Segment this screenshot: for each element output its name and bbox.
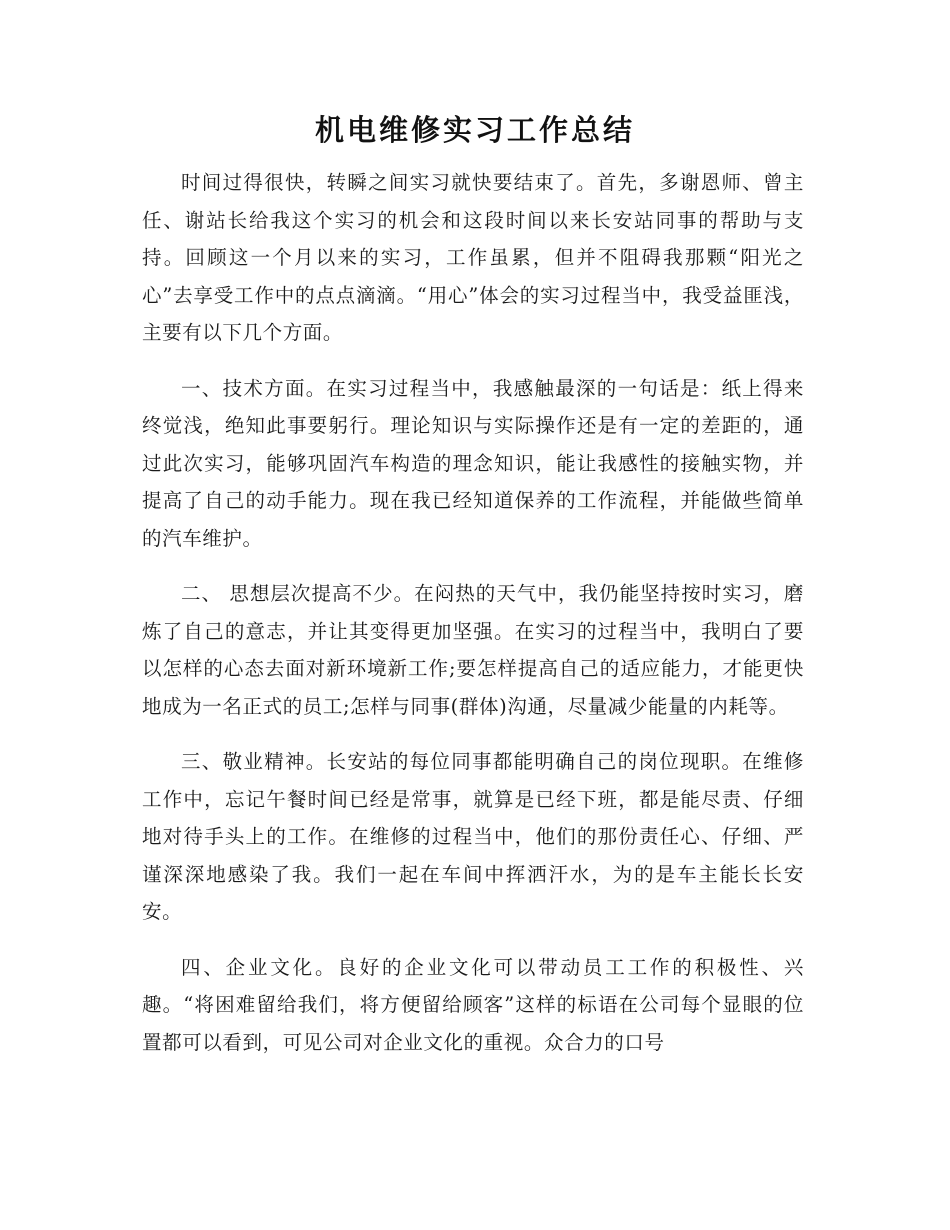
document-body	[142, 164, 804, 1079]
paragraph-intro: 时间过得很快，转瞬之间实习就快要结束了。首先，多谢恩师、曾主任、谢站长给我这个实习的机会和这段时间以来长安站同事的帮助与支持。回顾这一个月以来的实习，工作虽累，但并不阻碍我那颗“阳光之心”去享受工作中的点点滴滴。“用心”体会的实习过程当中，我受益匪浅，主要有以下几个方面。	[142, 171, 804, 344]
paragraph-mindset: 二、 思想层次提高不少。在闷热的天气中，我仍能坚持按时实习，磨炼了自己的意志，并让其变得更加坚强。在实习的过程当中，我明白了要以怎样的心态去面对新环境新工作;要怎样提高自己的适应能力，才能更快地成为一名正式的员工;怎样与同事(群体)沟通，尽量减少能量的内耗等。	[142, 582, 804, 718]
paragraph-culture: 四、企业文化。良好的企业文化可以带动员工工作的积极性、兴趣。“将困难留给我们，将方便留给顾客”这样的标语在公司每个显眼的位置都可以看到，可见公司对企业文化的重视。众合力的口号	[142, 955, 804, 1054]
paragraph-dedication: 三、敬业精神。长安站的每位同事都能明确自己的岗位现职。在维修工作中，忘记午餐时间已经是常事，就算是已经下班，都是能尽责、仔细地对待手头上的工作。在维修的过程当中，他们的那份责任心、仔细、严谨深深地感染了我。我们一起在车间中挥洒汗水，为的是车主能长长安安。	[142, 750, 804, 923]
document-title: 机电维修实习工作总结	[314, 113, 635, 147]
paragraph-technical: 一、技术方面。在实习过程当中，我感触最深的一句话是：纸上得来终觉浅，绝知此事要躬行。理论知识与实际操作还是有一定的差距的，通过此次实习，能够巩固汽车构造的理念知识，能让我感性的接触实物，并提高了自己的动手能力。现在我已经知道保养的工作流程，并能做些简单的汽车维护。	[142, 376, 804, 550]
